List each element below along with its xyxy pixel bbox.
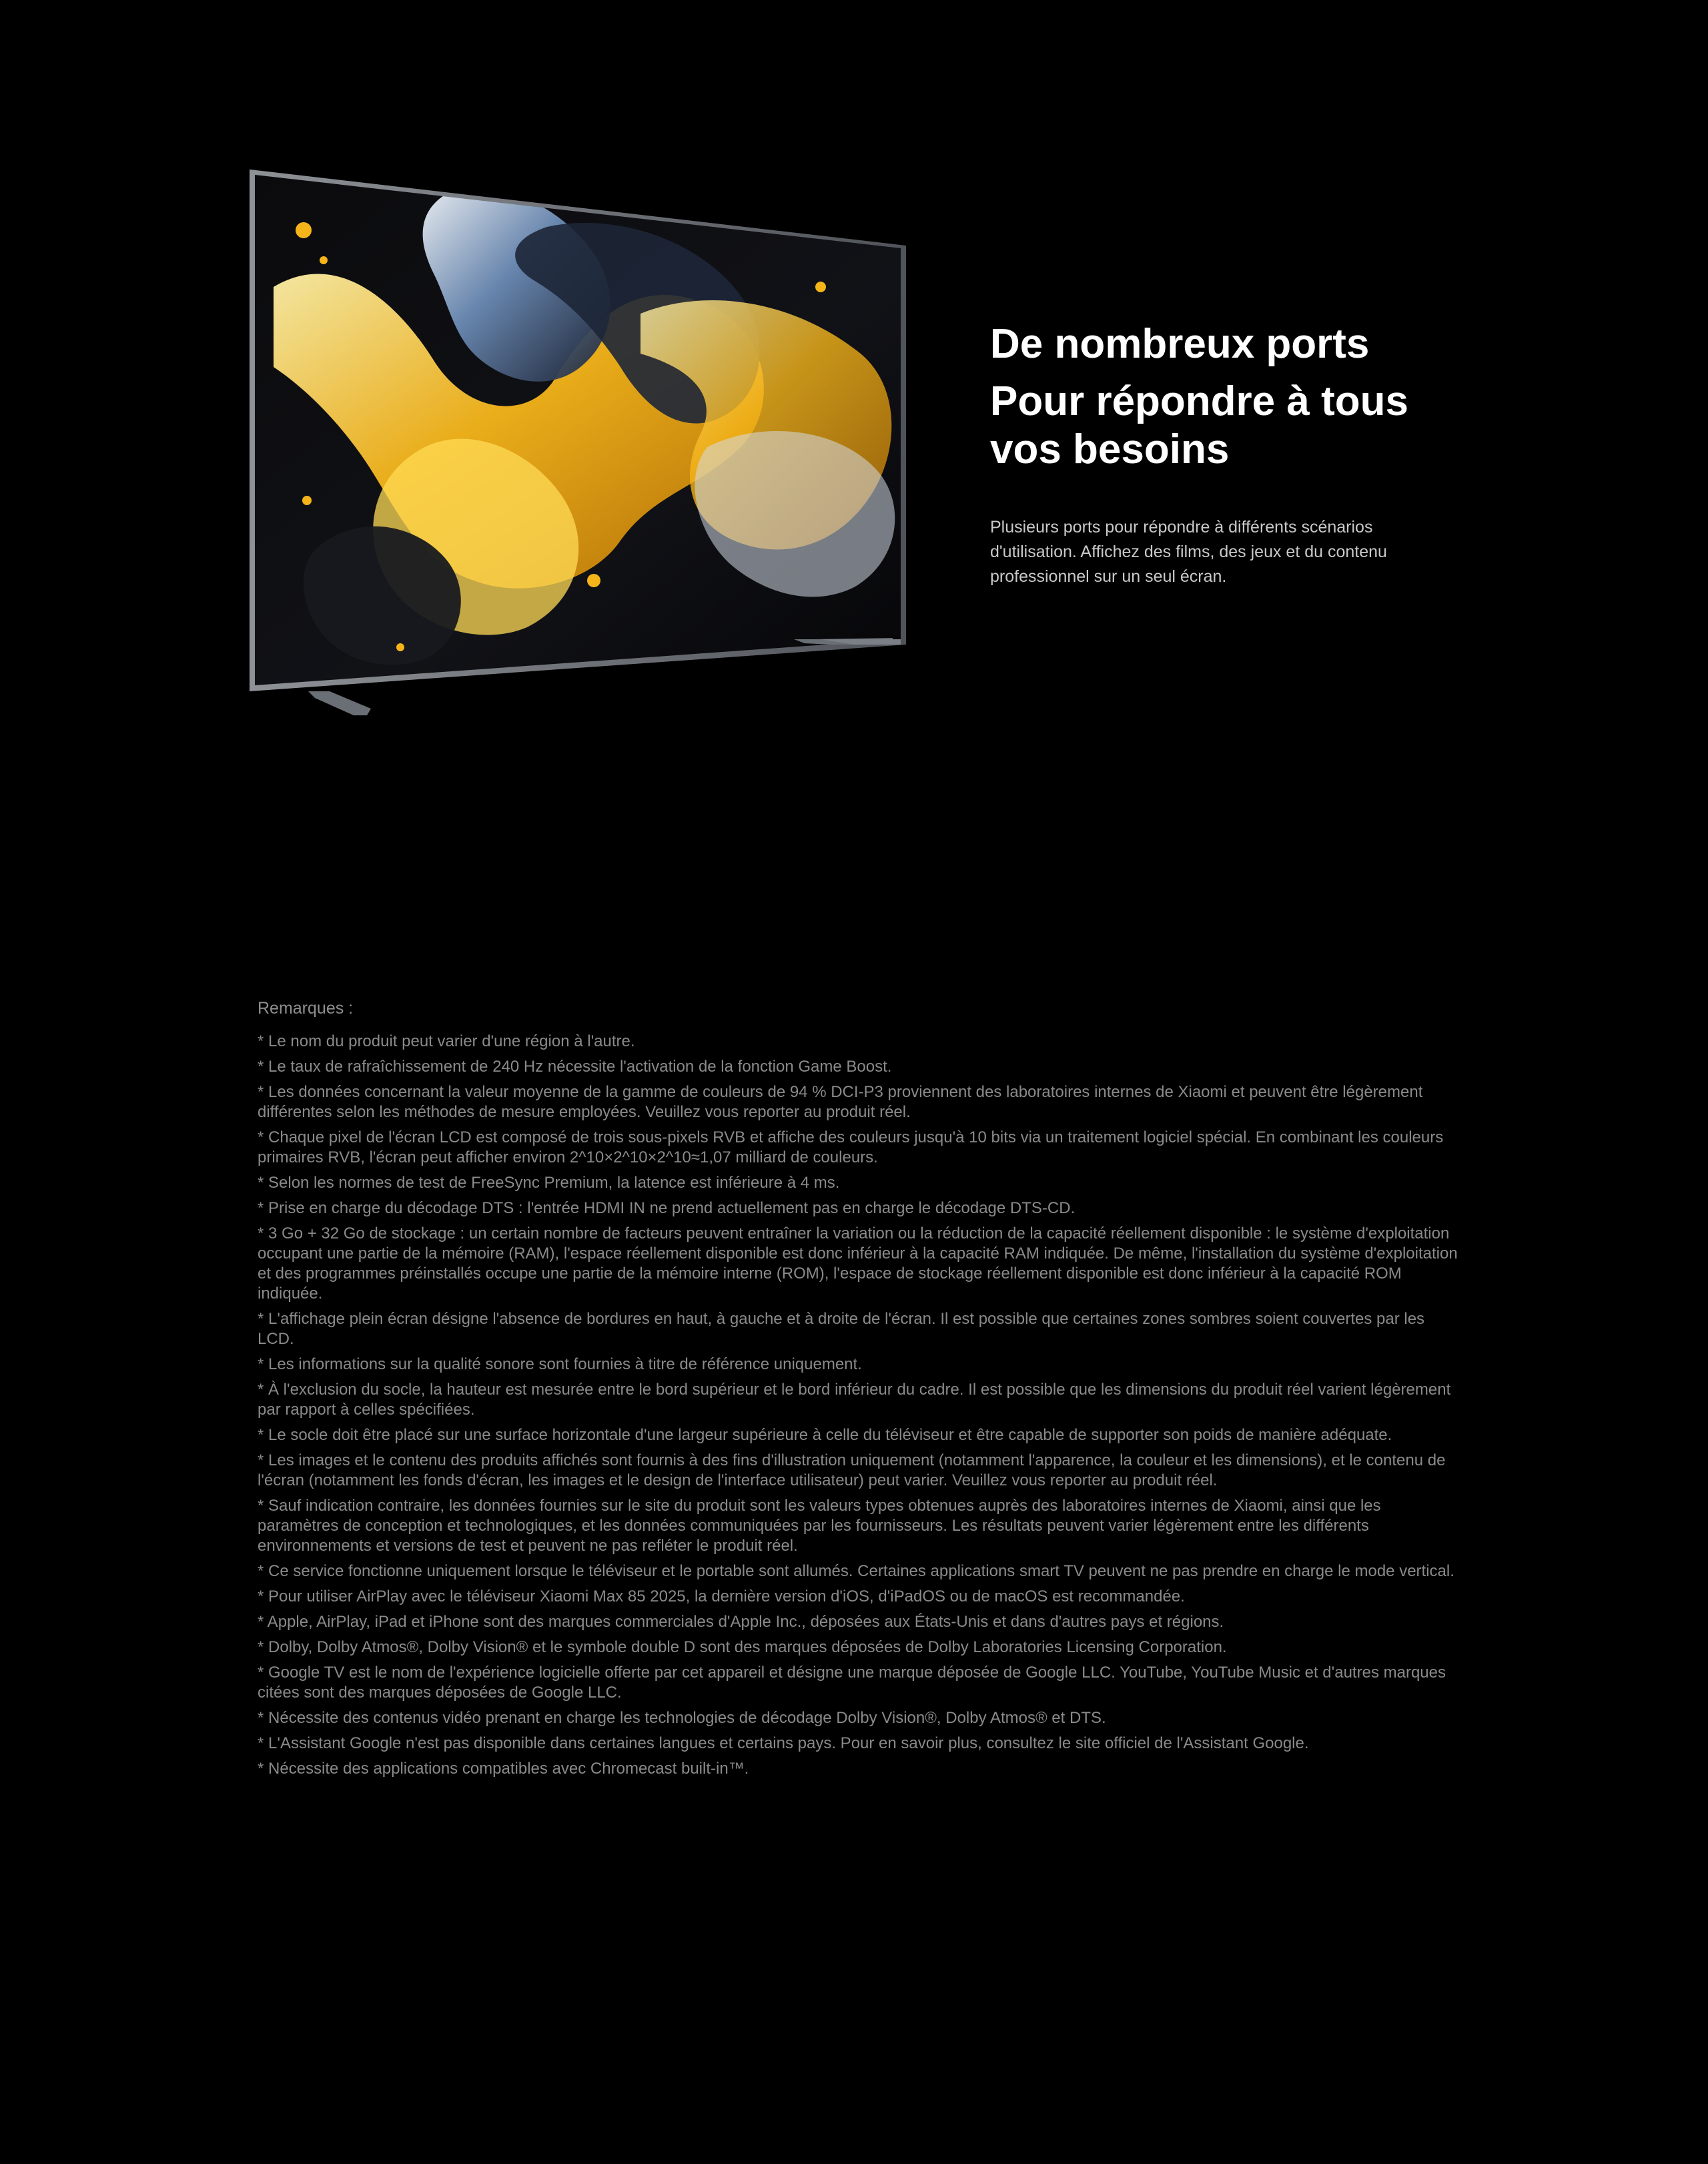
note-item: * Nécessite des contenus vidéo prenant en charge les technologies de décodage Dolby Vision®, Dolby Atmos® et DTS. [258,1709,1106,1727]
note-item: * Apple, AirPlay, iPad et iPhone sont des marques commerciales d'Apple Inc., déposées aux États-Unis et dans d'autres pays et régions. [258,1613,1224,1631]
note-item: * Les images et le contenu des produits affichés sont fournis à des fins d'illustration uniquement (notamment l'apparence, la couleur et les dimensions), et le contenu de l'écran (notamment les fonds d'écran, les images et le design de l'interface utilisateur) peut varier. Veuillez vous reporter au produit réel. [258,1451,1446,1489]
hero-subtitle-line-1: Pour répondre à tous [990,378,1408,424]
note-item: * Le taux de rafraîchissement de 240 Hz nécessite l'activation de la fonction Game Boost. [258,1058,892,1076]
notes-title: Remarques : [258,999,354,1018]
tv-artwork-icon [247,167,914,727]
note-item: * Pour utiliser AirPlay avec le téléviseur Xiaomi Max 85 2025, la dernière version d'iOS, d'iPadOS ou de macOS est recommandée. [258,1587,1185,1605]
note-item: * L'Assistant Google n'est pas disponible dans certaines langues et certains pays. Pour en savoir plus, consultez le site officiel de l'Assistant Google. [258,1734,1309,1752]
note-item: * Dolby, Dolby Atmos®, Dolby Vision® et le symbole double D sont des marques déposées de Dolby Laboratories Licensing Corporation. [258,1638,1227,1656]
note-item: * Prise en charge du décodage DTS : l'entrée HDMI IN ne prend actuellement pas en charge le décodage DTS-CD. [258,1199,1076,1217]
note-item: * Selon les normes de test de FreeSync Premium, la latence est inférieure à 4 ms. [258,1174,840,1192]
hero-subtitle-line-2: vos besoins [990,426,1230,472]
note-item: * L'affichage plein écran désigne l'absence de bordures en haut, à gauche et à droite de l'écran. Il est possible que certaines zones sombres soient couvertes par les LCD. [258,1310,1425,1348]
hero-description: Plusieurs ports pour répondre à différents scénarios d'utilisation. Affichez des films, des jeux et du contenu professionnel sur un seul écran. [990,518,1387,586]
note-item: * 3 Go + 32 Go de stockage : un certain nombre de facteurs peuvent entraîner la variation ou la réduction de la capacité réellement disponible : le système d'exploitation occupant une partie de la mémoire (RAM), l'espace réellement disponible est donc inférieur à la capacité RAM indiquée. De même, l'installation du système d'exploitation et des programmes préinstallés occupe une partie de la mémoire interne (ROM), l'espace de stockage réellement disponible est donc inférieur à la capacité ROM indiquée. [258,1224,1458,1303]
notes-section [258,998,1458,1784]
note-item: * Google TV est le nom de l'expérience logicielle offerte par cet appareil et désigne une marque déposée de Google LLC. YouTube, YouTube Music et d'autres marques citées sont des marques déposées de Google LLC. [258,1664,1446,1702]
note-item: * Sauf indication contraire, les données fournies sur le site du produit sont les valeurs types obtenues auprès des laboratoires internes de Xiaomi, ainsi que les paramètres de conception et technologiques, et les données communiquées par les fournisseurs. Les résultats peuvent varier légèrement entre les différents environnements et versions de test et peuvent ne pas refléter le produit réel. [258,1497,1381,1555]
note-item: * Les informations sur la qualité sonore sont fournies à titre de référence uniquement. [258,1355,862,1373]
note-item: * À l'exclusion du socle, la hauteur est mesurée entre le bord supérieur et le bord inférieur du cadre. Il est possible que les dimensions du produit réel varient légèrement par rapport à celles spécifiées. [258,1381,1451,1419]
note-item: * Ce service fonctionne uniquement lorsque le téléviseur et le portable sont allumés. Certaines applications smart TV peuvent ne pas prendre en charge le mode vertical. [258,1562,1454,1580]
hero-title: De nombreux ports [990,321,1370,367]
tv-image [247,167,914,727]
hero-copy [990,319,1497,589]
note-item: * Les données concernant la valeur moyenne de la gamme de couleurs de 94 % DCI-P3 proviennent des laboratoires internes de Xiaomi et peuvent être légèrement différentes selon les méthodes de mesure employées. Veuillez vous reporter au produit réel. [258,1083,1423,1121]
note-item: * Nécessite des applications compatibles avec Chromecast built-in™. [258,1760,749,1778]
note-item: * Le socle doit être placé sur une surface horizontale d'une largeur supérieure à celle du téléviseur et être capable de supporter son poids de manière adéquate. [258,1426,1392,1444]
notes-list [258,1032,1458,1779]
note-item: * Le nom du produit peut varier d'une région à l'autre. [258,1032,635,1050]
hero-section [0,0,1708,867]
note-item: * Chaque pixel de l'écran LCD est composé de trois sous-pixels RVB et affiche des couleurs jusqu'à 10 bits via un traitement logiciel spécial. En combinant les couleurs primaires RVB, l'écran peut afficher environ 2^10×2^10×2^10≈1,07 milliard de couleurs. [258,1128,1444,1166]
